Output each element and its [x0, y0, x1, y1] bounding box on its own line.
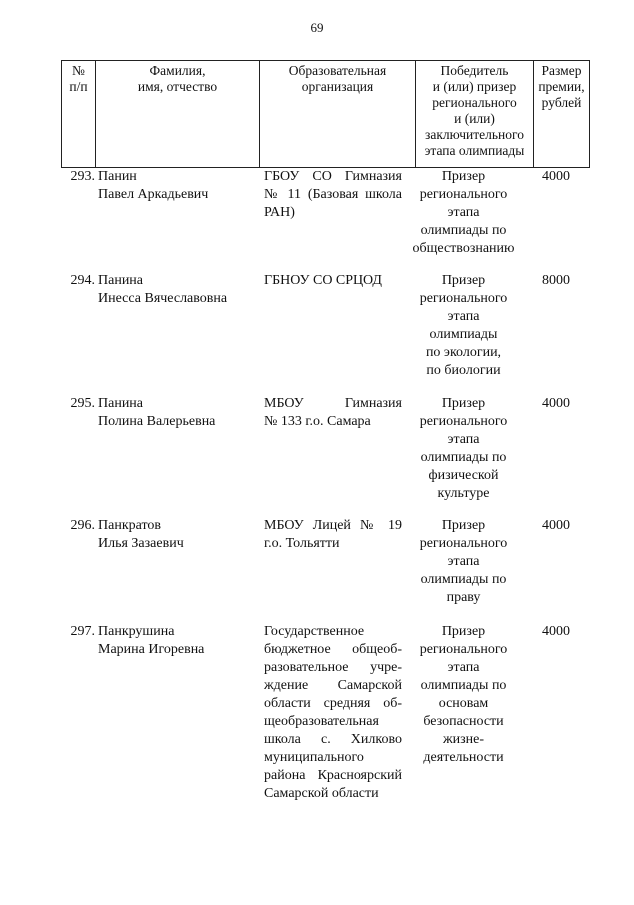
row-organization: МБОУ Лицей № 19 г.о. Тольятти	[264, 518, 402, 551]
row-prize: 8000	[542, 273, 570, 288]
row-name: Панин Павел Аркадьевич	[98, 169, 209, 202]
row-name: Панина Инесса Вячеславовна	[98, 273, 228, 306]
row-prize: 4000	[542, 396, 570, 411]
row-organization: Государственное бюджетное общеоб- разовательное учре- ждение Самарской области средняя об- щеобразовательная школа с. Хилково муниципального района Красноярский Самарской области	[264, 624, 402, 801]
table-row	[61, 517, 589, 623]
table-row	[61, 623, 589, 803]
row-award: Призер регионального этапа олимпиады по основам безопасности жизне- деятельности	[419, 624, 508, 765]
row-prize: 4000	[542, 169, 570, 184]
row-award: Призер регионального этапа олимпиады по физической культуре	[419, 396, 508, 501]
row-award: Призер регионального этапа олимпиады по экологии, по биологии	[419, 273, 508, 378]
table-row	[61, 395, 589, 517]
header-award: Победитель и (или) призер регионального и (или) заключительного этапа олимпиады	[416, 61, 534, 168]
row-organization: МБОУ Гимназия № 133 г.о. Самара	[264, 396, 402, 429]
header-organization: Образовательная организация	[260, 61, 416, 168]
row-award: Призер регионального этапа олимпиады по праву	[419, 518, 508, 605]
row-name: Панина Полина Валерьевна	[98, 396, 216, 429]
row-prize: 4000	[542, 624, 570, 639]
entries-list	[61, 168, 589, 803]
row-number: 294.	[70, 273, 95, 288]
row-award: Призер регионального этапа олимпиады по обществознанию	[412, 169, 515, 256]
row-number: 296.	[70, 518, 95, 533]
row-prize: 4000	[542, 518, 570, 533]
row-name: Панкрушина Марина Игоревна	[98, 624, 205, 657]
table-header	[61, 60, 590, 168]
header-prize: Размер премии, рублей	[534, 61, 590, 168]
table-row	[61, 168, 589, 272]
row-organization: ГБОУ СО Гимназия № 11 (Базовая школа РАН)	[264, 169, 402, 220]
row-organization: ГБНОУ СО СРЦОД	[264, 273, 382, 288]
page-number: 69	[310, 20, 324, 35]
row-number: 297.	[70, 624, 95, 639]
row-number: 293.	[70, 169, 95, 184]
header-number: № п/п	[62, 61, 96, 168]
table-row	[61, 272, 589, 395]
row-name: Панкратов Илья Зазаевич	[98, 518, 184, 551]
row-number: 295.	[70, 396, 95, 411]
header-name: Фамилия, имя, отчество	[96, 61, 260, 168]
